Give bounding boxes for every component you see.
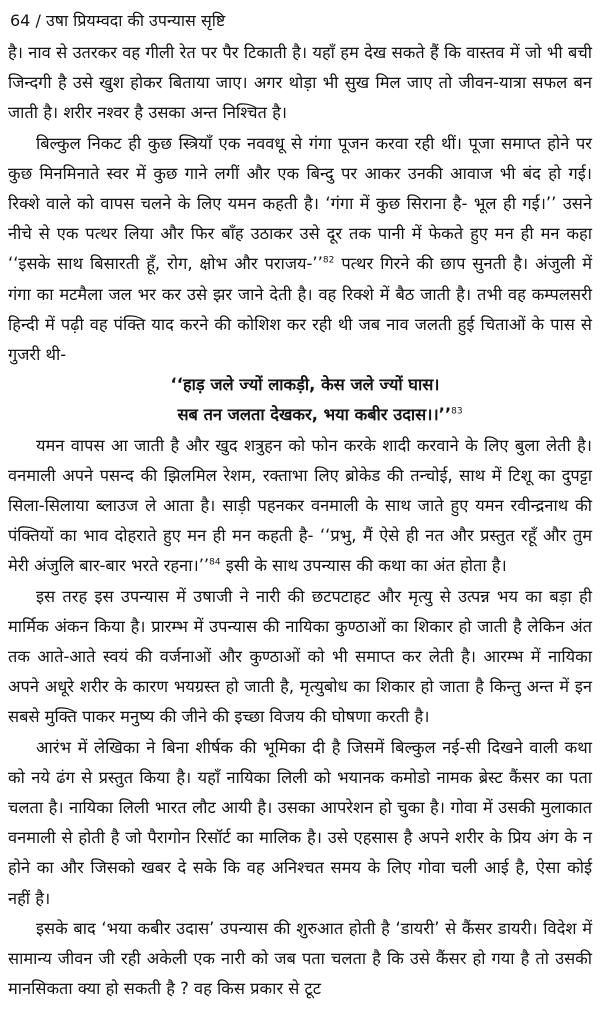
paragraph-2-text-b: पत्थर गिरने की छाप सुनती है। अंजुली में गंगा का मटमैला जल भर कर उसे झर जाने देती है। वह रिक्शे में बैठ जाती है। तभी वह कम्पलसरी हिन्दी में पढ़ी वह पंक्ति याद करने की कोशिश कर रही थी जब नाव जलती हुई चिताओं के पास से गुजरी थी-	[8, 254, 592, 365]
verse-line-2	[8, 400, 592, 430]
verse-line-1: ‘‘हाड़ जले ज्यों लाकड़ी, केस जले ज्यों घास।	[170, 375, 440, 395]
paragraph-3-text-b: इसी के साथ उपन्यास की कथा का अंत होता है।	[220, 556, 507, 576]
paragraph-1: है। नाव से उतरकर वह गीली रेत पर पैर टिकाती है। यहाँ हम देख सकते हैं कि वास्तव में जो भी बची जिन्दगी है उसे खुश होकर बिताया जाए। अगर थोड़ा भी सुख मिल जाए तो जीवन-यात्रा सफल बन जाती है। शरीर नश्वर है उसका अन्त निश्चित है।	[8, 43, 592, 123]
paragraph-6: इसके बाद ‘भया कबीर उदास’ उपन्यास की शुरुआत होती है ‘डायरी’ से कैंसर डायरी। विदेश में सामान्य जीवन जी रही अकेली एक नारी को जब पता चलता है कि उसे कैंसर हो गया है तो उसकी मानसिकता क्या हो सकती है ? वह किस प्रकार से टूट	[8, 918, 592, 999]
header-separator: /	[35, 11, 41, 30]
paragraph-5: आरंभ में लेखिका ने बिना शीर्षक की भूमिका दी है जिसमें बिल्कुल नई-सी दिखने वाली कथा को नये ढंग से प्रस्तुत किया है। यहाँ नायिका लिली को भयानक कमोडो नामक ब्रेस्ट कैंसर का पता चलता है। नायिका लिली भारत लौट आयी है। उसका आपरेशन हो चुका है। गोवा में उसकी मुलाकात वनमाली से होती है जो पैरागोन रिसॉर्ट का मालिक है। उसे एहसास है अपने शरीर के प्रिय अंग के न होने का और जिसको खबर दे सके कि वह अनिश्चत समय के लिए गोवा चली आई है, ऐसा कोई नहीं है।	[8, 737, 592, 908]
verse-line-2-text: सब तन जलता देखकर, भया कबीर उदास।।’’	[177, 405, 452, 425]
paragraph-3-text-a: यमन वापस आ जाती है और खुद शत्रुहन को फोन करके शादी करवाने के लिए बुला लेती है। वनमाली अपने पसन्द की झिलमिल रेशम, रक्ताभा लिए ब्रोकेड की तन्चोई, साथ में टिशू का दुपट्टा सिला-सिलाया ब्लाउज ले आता है। साड़ी पहनकर वनमाली के साथ जाते हुए यमन रवीन्द्रनाथ की पंक्तियों का भाव दोहराते हुए मन ही मन कहती है- ‘‘प्रभु, मैं ऐसे ही नत और प्रस्तुत रहूँ और तुम मेरी अंजुलि बार-बार भरते रहना।’’	[8, 435, 592, 576]
footnote-marker-83: 83	[451, 406, 463, 417]
running-header	[10, 10, 592, 32]
running-title: उषा प्रियम्वदा की उपन्यास सृष्टि	[45, 11, 226, 30]
paragraph-2	[8, 129, 592, 371]
paragraph-2-text-a: बिल्कुल निकट ही कुछ स्त्रियाँ एक नववधू से गंगा पूजन करवा रही थीं। पूजा समाप्त होने पर कुछ मिनमिनाते स्वर में कुछ गाने लगीं और एक बिन्दु पर आकर उनकी आवाज भी बंद हो गई। रिक्शे वाले को वापस चलने के लिए यमन कहती है। ‘गंगा में कुछ सिराना है- भूल ही गई।’’ उसने नीचे से एक पत्थर लिया और फिर बाँह उठाकर उसे दूर तक पानी में फेकते हुए मन ही मन कहा ‘‘इसके साथ बिसारती हूँ, रोग, क्षोभ और पराजय-’’	[8, 133, 592, 274]
footnote-marker-82: 82	[322, 255, 335, 266]
page-number: 64	[10, 11, 31, 30]
paragraph-3	[8, 431, 592, 582]
paragraph-4: इस तरह इस उपन्यास में उषाजी ने नारी की छटपटाहट और मृत्यु से उत्पन्न भय का बड़ा ही मार्मिक अंकन किया है। प्रारम्भ में उपन्यास की नायिका कुण्ठाओं का शिकार हो जाती है लेकिन अंत तक आते-आते स्वयं की वर्जनाओं और कुण्ठाओं को भी समाप्त कर लेती है। आरम्भ में नायिका अपने अधूरे शरीर के कारण भयग्रस्त हो जाती है, मृत्युबोध का शिकार हो जाता है किन्तु अन्त में इन सबसे मुक्ति पाकर मनुष्य की जीने की इच्छा विजय की घोषणा करती है।	[8, 586, 592, 727]
footnote-marker-84: 84	[209, 557, 221, 568]
